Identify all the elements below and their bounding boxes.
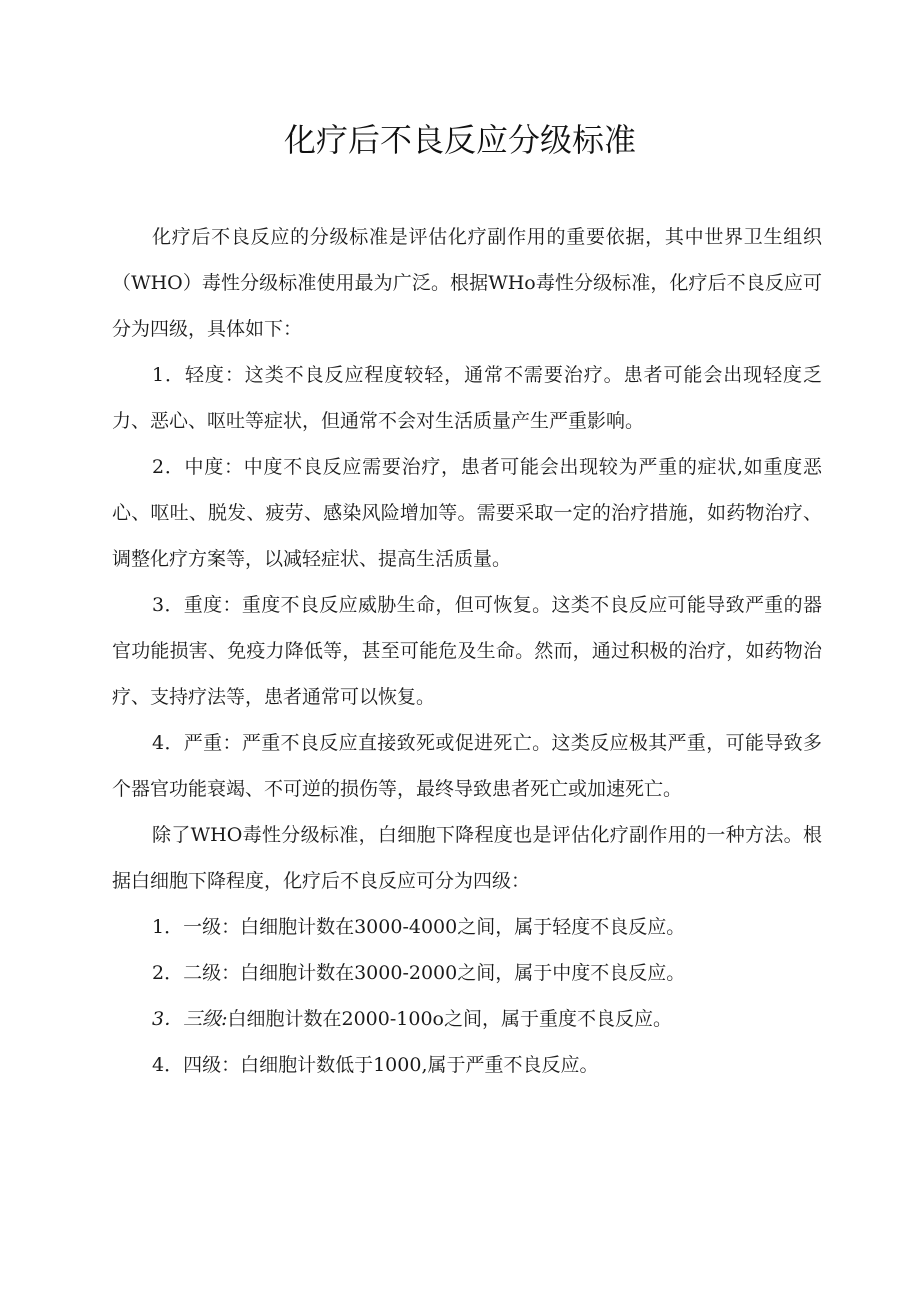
paragraph-wbc-intro: 除了WHO毒性分级标准，白细胞下降程度也是评估化疗副作用的一种方法。根据白细胞下降程度，化疗后不良反应可分为四级： xyxy=(112,824,822,892)
list-item-grade-1: 1．轻度：这类不良反应程度较轻，通常不需要治疗。患者可能会出现轻度乏力、恶心、呕吐等症状，但通常不会对生活质量产生严重影响。 xyxy=(112,364,822,432)
paragraph-intro: 化疗后不良反应的分级标准是评估化疗副作用的重要依据，其中世界卫生组织（WHO）毒性分级标准使用最为广泛。根据WHo毒性分级标准，化疗后不良反应可分为四级，具体如下： xyxy=(112,226,822,340)
page-title: 化疗后不良反应分级标准 xyxy=(283,121,636,159)
document-body xyxy=(112,214,822,1088)
list-item-grade-4: 4．严重：严重不良反应直接致死或促进死亡。这类反应极其严重，可能导致多个器官功能衰竭、不可逆的损伤等，最终导致患者死亡或加速死亡。 xyxy=(112,732,822,800)
list-item-wbc-1: 1．一级：白细胞计数在3000-4000之间，属于轻度不良反应。 xyxy=(152,916,686,938)
list-item-wbc-3-label: 3．三级: xyxy=(152,1008,228,1030)
list-item-wbc-2: 2．二级：白细胞计数在3000-2000之间，属于中度不良反应。 xyxy=(152,962,686,984)
list-item-grade-3: 3．重度：重度不良反应威胁生命，但可恢复。这类不良反应可能导致严重的器官功能损害、免疫力降低等，甚至可能危及生命。然而，通过积极的治疗，如药物治疗、支持疗法等，患者通常可以恢复。 xyxy=(112,594,822,708)
list-item-grade-2: 2．中度：中度不良反应需要治疗，患者可能会出现较为严重的症状,如重度恶心、呕吐、脱发、疲劳、感染风险增加等。需要采取一定的治疗措施，如药物治疗、调整化疗方案等，以减轻症状、提高生活质量。 xyxy=(112,456,822,570)
list-item-wbc-3 xyxy=(112,996,822,1042)
list-item-wbc-3-text: 白细胞计数在2000-100o之间，属于重度不良反应。 xyxy=(227,1008,672,1030)
list-item-wbc-4: 4．四级：白细胞计数低于1000,属于严重不良反应。 xyxy=(152,1054,599,1076)
